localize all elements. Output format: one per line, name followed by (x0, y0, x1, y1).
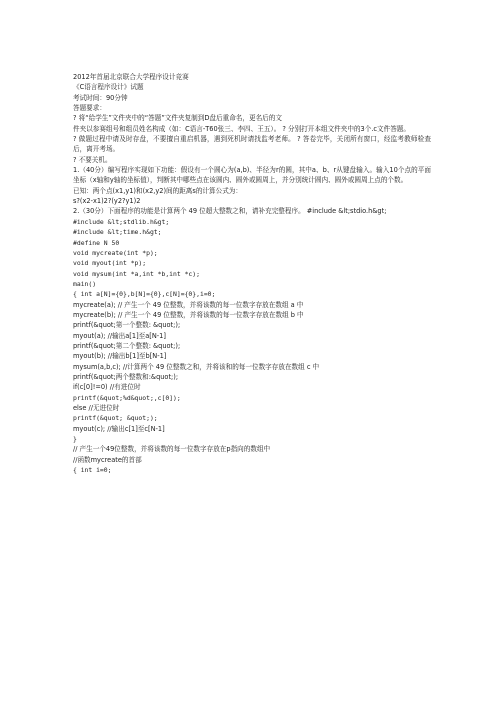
distance-formula-intro: 已知：两个点(x1,y1)和(x2,y2)间的距离s的计算公式为： (73, 186, 242, 195)
code-line: if(c[0]!=0) //有进位时 (73, 383, 141, 392)
code-line: printf(&quot;%d&quot;,c[0]); (73, 393, 181, 402)
question-1: 1.（40分）编写程序实现如下功能：假设有一个圆心为(a,b)、半径为r的圆，其中a、b、r从键盘输入。输入10个点的平面坐标（x轴和y轴的坐标值），判断其中哪些点在该圆内、圆外或圆周上，并分别统计圆内、圆外或圆周上点的个数。 (73, 166, 431, 185)
requirement-line-2: 件夹以参赛组号和组员姓名构成（如：C语言-T60张三、李四、王五）。 ? 分别打开本组文件夹中的3个.c文件答题。 (73, 124, 411, 133)
code-line: void mysum(int *a,int *b,int *c); (73, 269, 200, 278)
doc-subtitle: 《C语言程序设计》试题 (73, 83, 144, 92)
code-line: void mycreate(int *p); (73, 248, 158, 257)
distance-formula: s?(x2-x1)2?(y2?y1)2 (73, 197, 141, 206)
requirements-heading: 答题要求： (73, 104, 106, 113)
code-line: void myout(int *p); (73, 259, 147, 268)
code-line: printf(&quot; &quot;); (73, 414, 158, 423)
code-line: else //无进位时 (73, 404, 120, 412)
requirement-line-4: ? 不要关机。 (73, 155, 112, 164)
code-line: //函数mycreate的首部 (73, 455, 142, 464)
document-page (73, 72, 431, 475)
code-line: printf(&quot;两个整数和:&quot;); (73, 372, 179, 381)
code-line: // 产生一个49位整数，并将该数的每一位数字存放在p指向的数组中 (73, 445, 271, 454)
code-line: mycreate(a); // 产生一个 49 位整数，并将该数的每一位数字存放在数组 a 中 (73, 300, 304, 309)
code-line: mysum(a,b,c); //计算两个 49 位整数之和，并将该和的每一位数字存放在数组 c 中 (73, 362, 320, 371)
question-2: 2.（30分）下面程序的功能是计算两个 49 位超大整数之和，请补充完整程序。 #include &lt;stdio.h&gt; (73, 207, 387, 216)
doc-title: 2012年首届北京联合大学程序设计竞赛 (73, 73, 189, 81)
code-line: printf(&quot;第二个整数: &quot;); (73, 341, 181, 350)
code-line: printf(&quot;第一个整数: &quot;); (73, 321, 181, 330)
code-line: myout(c); //输出c[1]至c[N-1] (73, 424, 165, 433)
requirement-line-3: ? 做题过程中请及时存盘，不要擅自重启机器，遇到死机时请找监考老师。 ? 答卷完毕，关闭所有窗口，经监考教师检查后，离开考场。 (73, 135, 431, 154)
code-line: { int a[N]={0},b[N]={0},c[N]={0},i=0; (73, 290, 216, 299)
code-line: { int i=0; (73, 466, 112, 475)
code-line: #define N 50 (73, 238, 120, 247)
requirement-line-1: ? 将“给学生”文件夹中的“答题”文件夹复制到D盘后重命名，更名后的文 (73, 114, 282, 123)
code-line: myout(b); //输出b[1]至b[N-1] (73, 352, 167, 361)
exam-time: 考试时间：90分钟 (73, 93, 128, 102)
code-line: } (73, 435, 77, 444)
code-line: myout(a); //输出a[1]至a[N-1] (73, 331, 166, 340)
code-line: mycreate(b); // 产生一个 49 位整数，并将该数的每一位数字存放在数组 b 中 (73, 310, 304, 319)
code-line: #include &lt;time.h&gt; (73, 228, 162, 237)
code-line: #include &lt;stdlib.h&gt; (73, 217, 170, 226)
code-line: main() (73, 279, 97, 288)
